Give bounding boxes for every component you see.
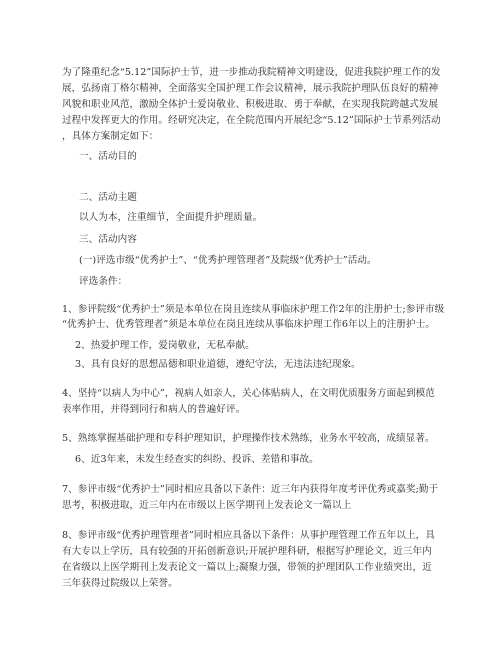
intro-line-4: 过程中发挥更大的作用。经研究决定，在全院范围内开展纪念“5.12”国际护士节系列活动 (62, 115, 441, 126)
criterion-8-line-3: 在省级以上医学期刊上发表论文一篇以上;凝聚力强，带领的护理团队工作业绩突出，近 (62, 562, 432, 573)
criterion-4-line-2: 表率作用，并得到同行和病人的普遍好评。 (62, 404, 246, 415)
section-title-content: 三、活动内容 (79, 234, 137, 245)
criterion-7-line-2: 思考，积极进取，近三年内在市级以上医学期刊上发表论文一篇以上 (62, 500, 352, 511)
criterion-1-line-1: 1、参评院级“优秀护士”须是本单位在岗且连续从事临床护理工作2年的注册护士;参评市级 (62, 304, 445, 315)
theme-text: 以人为本，注重细节，全面提升护理质量。 (79, 212, 263, 223)
section-title-theme: 二、活动主题 (79, 192, 137, 203)
criterion-8-line-4: 三年获得过院级以上荣誉。 (62, 578, 178, 589)
criteria-label: 评选条件： (79, 276, 128, 287)
intro-line-3: 风貌和职业风范，激励全体护士爱岗敬业、积极进取、勇于奉献，在实现我院跨越式发展 (62, 99, 439, 110)
criterion-3: 3、具有良好的思想品德和职业道德，遵纪守法，无违法违纪现象。 (75, 359, 361, 370)
content-item-1: (一)评选市级“优秀护士”、“优秀护理管理者”及院级“优秀护士”活动。 (79, 255, 377, 266)
criterion-8-line-2: 有大专以上学历，具有较强的开拓创新意识;开展护理科研，根据写护理论文，近三年内 (62, 546, 432, 557)
criterion-2: 2、热爱护理工作，爱岗敬业，无私奉献。 (75, 340, 255, 351)
criterion-1-line-2: “优秀护士、优秀管理者”须是本单位在岗且连续从事临床护理工作6年以上的注册护士。 (62, 319, 435, 330)
criterion-8-line-1: 8、参评市级“优秀护理管理者”同时相应具备以下条件：从事护理管理工作五年以上，具 (62, 530, 435, 541)
criterion-4-line-1: 4、坚持“以病人为中心”，视病人如亲人，关心体贴病人，在文明优质服务方面起到模范 (62, 388, 435, 399)
criterion-7-line-1: 7、参评市级“优秀护士”同时相应具备以下条件：近三年内获得年度考评优秀或嘉奖;勤于 (62, 484, 439, 495)
intro-line-2: 展，弘扬南丁格尔精神，全面落实全国护理工作会议精神，展示我院护理队伍良好的精神 (62, 83, 439, 94)
intro-line-1: 为了隆重纪念“5.12”国际护士节，进一步推动我院精神文明建设，促进我院护理工作的发 (62, 67, 441, 78)
intro-line-5: ，具体方案制定如下： (62, 131, 159, 142)
criterion-6: 6、近3年来，未发生经查实的纠纷、投诉、差错和事故。 (75, 454, 319, 465)
section-title-purpose: 一、活动目的 (79, 151, 137, 162)
criterion-5: 5、熟练掌握基础护理和专科护理知识，护理操作技术熟练，业务水平较高，成绩显著。 (62, 433, 435, 444)
